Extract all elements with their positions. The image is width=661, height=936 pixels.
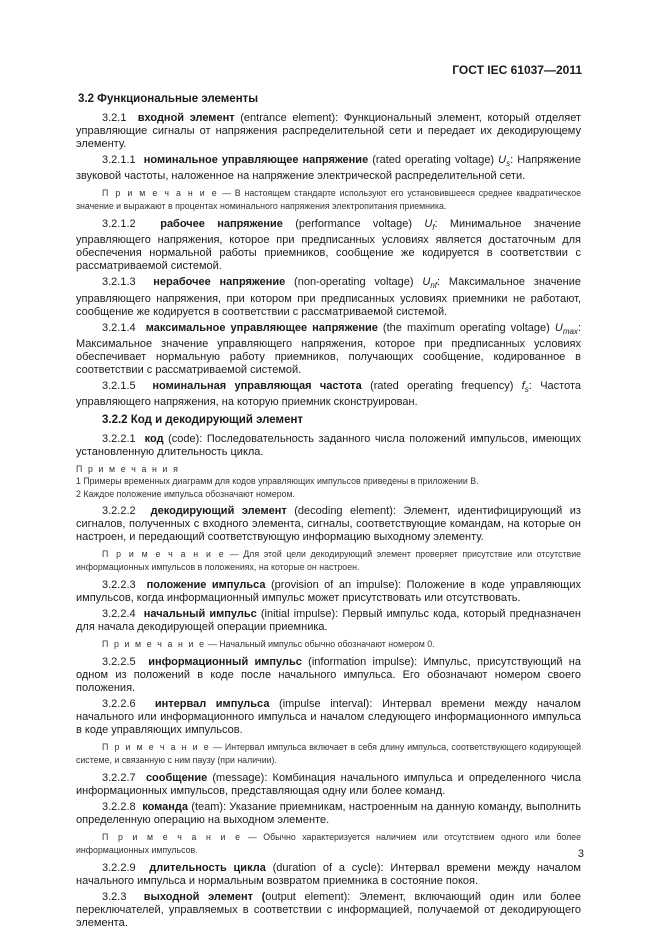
document-header: ГОСТ IEC 61037—2011 [452, 63, 582, 77]
notes-heading: П р и м е ч а н и я [76, 463, 180, 474]
paragraph-3-2-1-5: 3.2.1.5 номинальная управляющая частота (rated operating frequency) $f_s$: Частота управляющего напряжения, на которую приемник сконструирован. [76, 379, 581, 408]
paragraph-3-2-3: 3.2.3 выходной элемент (output element): Элемент, включающий один или более переключателей, управляемых в соответствии с информацией, получаемой от декодирующего элемента. [76, 891, 581, 930]
paragraph-3-2-2-2: 3.2.2.2 декодирующий элемент (decoding element): Элемент, идентифицирующий из сигналов, полученных с входного элемента, сигналы, соответствующие командам, на которые он настроен, и передающий соответствующую информацию выходному элементу. [76, 505, 581, 544]
note-3-2-2-2: П р и м е ч а н и е — Для этой цели декодирующий элемент проверяет присутствие или отсутствие информационных импульсов в положениях, на которые он настроен. [76, 549, 582, 573]
paragraph-3-2-1-4: 3.2.1.4 максимальное управляющее напряжение (the maximum operating voltage) $U_{max}$: Максимальное значение управляющего напряжения, которое при предписанных условиях обеспечивает нормальную работу приемников, получающих сообщение, кодированное в соответствии с рассматриваемой системой. [76, 321, 581, 376]
paragraph-3-2-1-2: 3.2.1.2 рабочее напряжение (performance voltage) $U_f$: Минимальное значение управляющего напряжения, которое при предписанных условиях является достаточным для обеспечения нормальной работы приемников, сообщение же кодируется в соответствии с рассматриваемой системой. [76, 218, 581, 273]
note-3-2-2-8: П р и м е ч а н и е — Обычно характеризуется наличием или отсутствием одного или более информационных импульсов. [76, 832, 581, 856]
paragraph-3-2-2-1: 3.2.2.1 код (code): Последовательность заданного числа положений импульсов, имеющих установленную длительность цикла. [76, 432, 582, 458]
section-heading-3-2-2: 3.2.2 Код и декодирующий элемент [102, 413, 304, 426]
note-item-1: 1 Примеры временных диаграмм для кодов управляющих импульсов приведены в приложении В. [76, 476, 479, 487]
note-3-2-2-6: П р и м е ч а н и е — Интервал импульса включает в себя длину импульса, соответствующего кодирующей системе, и связанную с ним паузу (при наличии). [76, 742, 581, 766]
paragraph-3-2-2-4: 3.2.2.4 начальный импульс (initial impulse): Первый импульс кода, который предназначен для начала декодирующей операции приемника. [76, 608, 581, 634]
paragraph-3-2-2-7: 3.2.2.7 сообщение (message): Комбинация начального импульса и определенного числа информационных импульсов, представляющая одну или более команд. [76, 772, 581, 798]
section-heading-3-2: 3.2 Функциональные элементы [78, 93, 259, 105]
paragraph-3-2-2-5: 3.2.2.5 информационный импульс (information impulse): Импульс, присутствующий на одном из положений в коде после начального импульса. Его обозначают номером своего положения. [76, 656, 581, 695]
note-3-2-1-1: П р и м е ч а н и е — В настоящем стандарте используют его установившееся среднее квадратическое значение и выражают в процентах номинального напряжения электропитания приемника. [76, 188, 581, 212]
note-3-2-2-4: П р и м е ч а н и е — Начальный импульс обычно обозначают номером 0. [102, 639, 435, 650]
paragraph-3-2-2-9: 3.2.2.9 длительность цикла (duration of a cycle): Интервал времени между началом начального импульса и нормальным возвратом приемника в состояние покоя. [76, 862, 581, 888]
paragraph-3-2-2-8: 3.2.2.8 команда (team): Указание приемникам, настроенным на данную команду, выполнить определенную операцию на выходном элементе. [76, 801, 581, 827]
page-content [76, 92, 581, 933]
paragraph-3-2-1-1: 3.2.1.1 номинальное управляющее напряжение (rated operating voltage) $U_s$: Напряжение звуковой частоты, наложенное на напряжение электрической распределительной сети. [76, 154, 581, 183]
paragraph-3-2-2-6: 3.2.2.6 интервал импульса (impulse interval): Интервал времени между началом начального или информационного импульса и началом следующего информационного импульса в коде управляющих импульсов. [76, 698, 581, 737]
paragraph-3-2-1: 3.2.1 входной элемент (entrance element): Функциональный элемент, который отделяет управляющие сигналы от напряжения распределительной сети и передает их декодирующему элементу. [76, 112, 581, 150]
page-number: 3 [577, 848, 584, 860]
paragraph-3-2-2-3: 3.2.2.3 положение импульса (provision of an impulse): Положение в коде управляющих импульсов, когда информационный импульс может присутствовать или отсутствовать. [76, 579, 581, 605]
paragraph-3-2-1-3: 3.2.1.3 нерабочее напряжение (non-operating voltage) $U_{nf}$: Максимальное значение управляющего напряжения, при котором при предписанных условиях приемники не работают, сообщение же кодируется в соответствии с рассматриваемой системой. [76, 276, 581, 318]
note-item-2: 2 Каждое положение импульса обозначают номером. [76, 488, 295, 499]
